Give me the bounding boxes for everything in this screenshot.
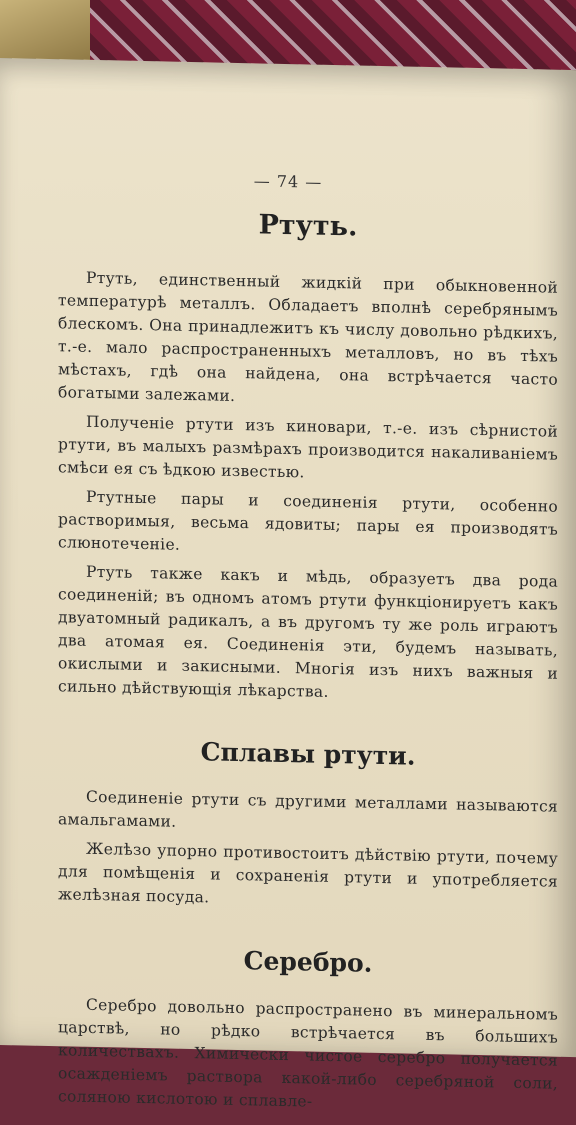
page-content xyxy=(58,199,558,1124)
book-page xyxy=(0,58,576,1111)
section-heading-silver: Серебро. xyxy=(243,946,373,978)
section-heading-amalgams: Сплавы ртути. xyxy=(200,737,416,771)
paragraph: Ртуть, единственный жидкій при обыкновенной температурѣ металлъ. Обладаетъ вполнѣ серебрянымъ блескомъ. Она принадлежитъ къ числу довольно рѣдкихъ, т.-е. мало распространенныхъ металловъ, но въ тѣхъ мѣстахъ, гдѣ она найдена, она встрѣчается часто богатыми залежами. xyxy=(58,268,558,405)
paragraph: Ртуть также какъ и мѣдь, образуетъ два рода соединеній; въ одномъ атомъ ртути функціонируетъ какъ двуатомный радикалъ, а въ другомъ ту же роль играютъ два атомая ея. Соединенія эти, будемъ называть, окислыми и закисными. Многія изъ нихъ важныя и сильно дѣйствующія лѣкарства. xyxy=(58,562,558,701)
section-heading-mercury: Ртуть. xyxy=(258,209,358,243)
paragraph: Соединеніе ртути съ другими металлами называются амальгамами. xyxy=(58,787,558,831)
paragraph: Серебро довольно распространено въ минеральномъ царствѣ, но рѣдко встрѣчается въ большихъ количествахъ. Химически чистое серебро получается осажденіемъ раствора какой-либо серебряной соли, соляною кислотою и сплавле- xyxy=(58,995,558,1111)
paragraph: Желѣзо упорно противостоитъ дѣйствію ртути, почему для помѣщенія и сохраненія ртути и употребляется желѣзная посуда. xyxy=(58,839,558,907)
paragraph: Полученіе ртути изъ киновари, т.-е. изъ сѣрнистой ртути, въ малыхъ размѣрахъ производится накаливаніемъ смѣси ея съ ѣдкою известью. xyxy=(58,412,558,482)
paragraph: Ртутные пары и соединенія ртути, особенно растворимыя, весьма ядовиты; пары ея производятъ слюнотеченіе. xyxy=(58,487,558,554)
page-number: — 74 — xyxy=(253,171,323,192)
